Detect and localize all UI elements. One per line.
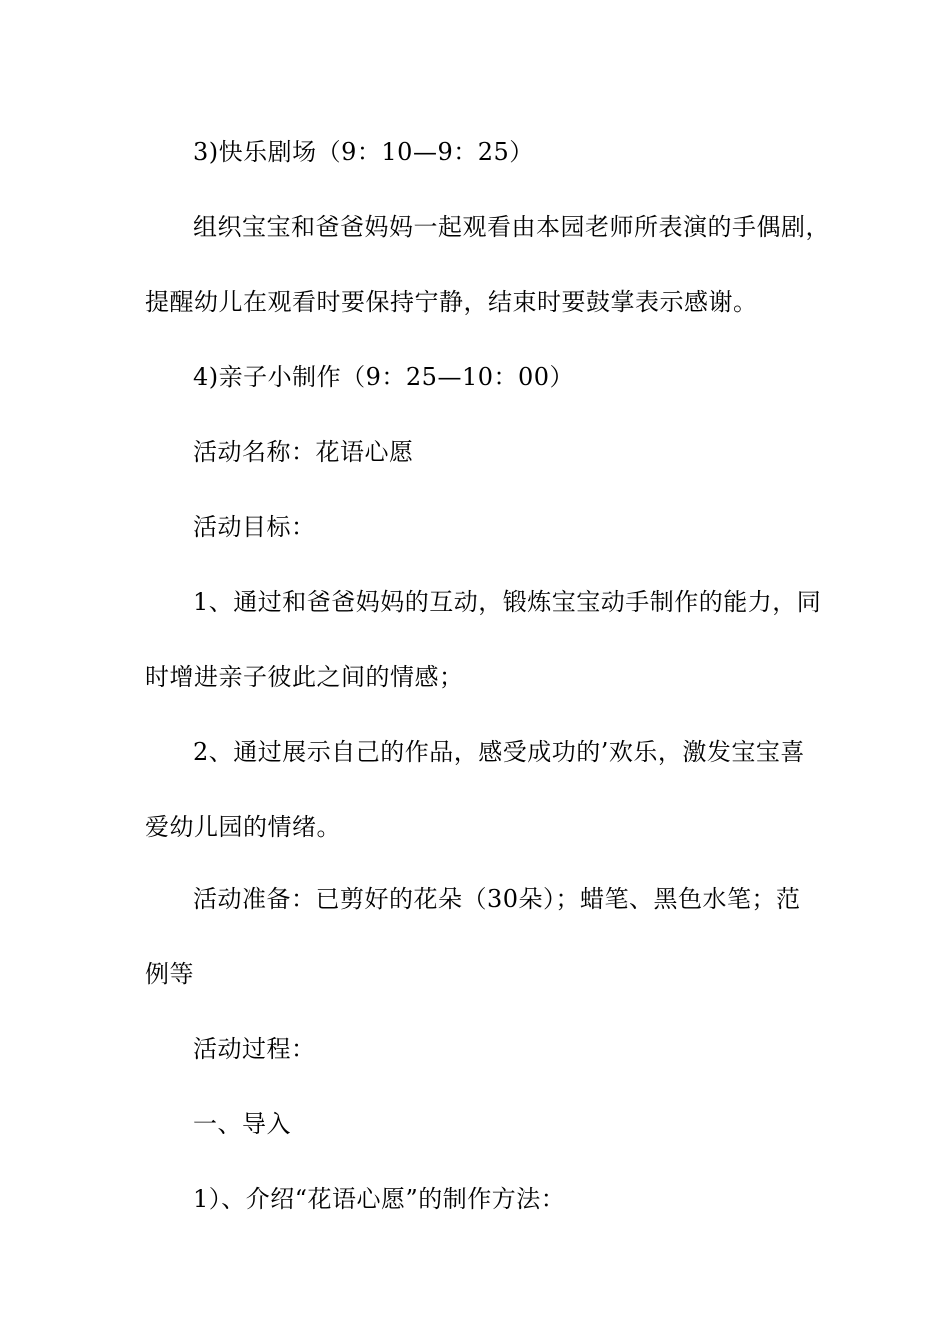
section-heading-parent-child-craft: 4)亲子小制作（9：25—10：00） [193, 363, 575, 391]
activity-name: 活动名称：花语心愿 [193, 438, 414, 466]
paragraph-line: 组织宝宝和爸爸妈妈一起观看由本园老师所表演的手偶剧， [193, 213, 830, 241]
goal-item-1: 1、通过和爸爸妈妈的互动，锻炼宝宝动手制作的能力，同 [193, 588, 822, 616]
paragraph-line: 提醒幼儿在观看时要保持宁静，结束时要鼓掌表示感谢。 [145, 288, 758, 316]
goal-item-1-continued: 时增进亲子彼此之间的情感； [145, 663, 464, 691]
step-heading-introduction: 一、导入 [193, 1110, 291, 1138]
section-heading-happy-theater: 3)快乐剧场（9：10—9：25） [193, 138, 534, 166]
activity-preparation: 活动准备：已剪好的花朵（30朵）；蜡笔、黑色水笔；范 [193, 885, 801, 913]
activity-goals-label: 活动目标： [193, 513, 316, 541]
step-item-1: 1）、介绍“花语心愿”的制作方法： [193, 1185, 566, 1213]
goal-item-2: 2、通过展示自己的作品，感受成功的’欢乐，激发宝宝喜 [193, 738, 805, 766]
goal-item-2-continued: 爱幼儿园的情绪。 [145, 813, 341, 841]
activity-process-label: 活动过程： [193, 1035, 316, 1063]
activity-preparation-continued: 例等 [145, 960, 194, 988]
